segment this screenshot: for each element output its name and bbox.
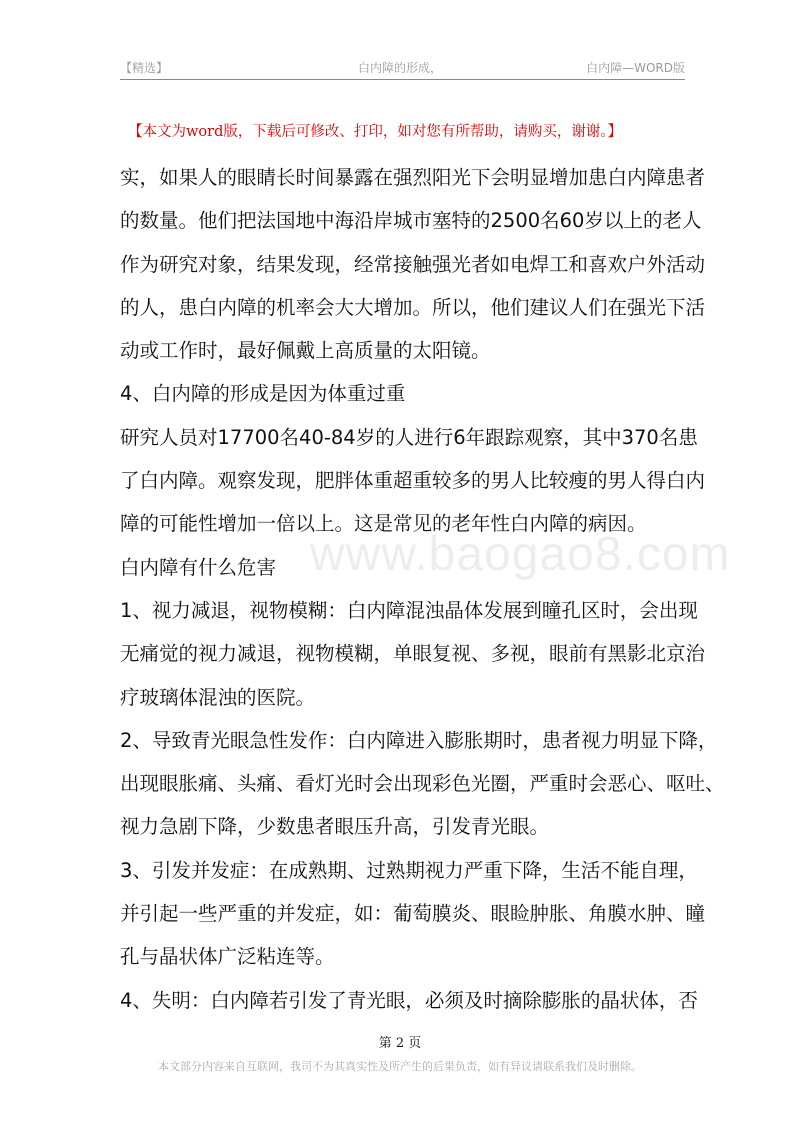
body-line: 的人，患白内障的机率会大大增加。所以，他们建议人们在强光下活 bbox=[120, 295, 706, 319]
body-line: 2、导致青光眼急性发作：白内障进入膨胀期时，患者视力明显下降， bbox=[120, 728, 718, 752]
body-line: 4、失明：白内障若引发了青光眼，必须及时摘除膨胀的晶状体，否 bbox=[120, 988, 698, 1012]
watermark: www.baogao8.com bbox=[310, 528, 731, 581]
body-line: 1、视力减退，视物模糊：白内障混浊晶体发展到瞳孔区时，会出现 bbox=[120, 598, 698, 622]
body-line: 动或工作时，最好佩戴上高质量的太阳镜。 bbox=[120, 339, 491, 363]
body-line: 孔与晶状体广泛粘连等。 bbox=[120, 945, 335, 969]
body-line: 了白内障。观察发现，肥胖体重超重较多的男人比较瘦的男人得白内 bbox=[120, 469, 706, 493]
download-notice: 【本文为word版，下载后可修改、打印，如对您有所帮助，请购买，谢谢。】 bbox=[128, 124, 623, 140]
body-line: 疗玻璃体混浊的医院。 bbox=[120, 685, 316, 709]
body-line: 无痛觉的视力减退，视物模糊，单眼复视、多视，眼前有黑影北京治 bbox=[120, 642, 706, 666]
body-line: 作为研究对象，结果发现，经常接触强光者如电焊工和喜欢户外活动 bbox=[120, 252, 706, 276]
document-body bbox=[120, 156, 725, 1022]
footer-disclaimer: 本文部分内容来自互联网，我司不为其真实性及所产生的后果负责，如有异议请联系我们及时删除。 bbox=[158, 1060, 642, 1073]
body-line: 并引起一些严重的并发症，如：葡萄膜炎、眼睑肿胀、角膜水肿、瞳 bbox=[120, 902, 706, 926]
body-line: 的数量。他们把法国地中海沿岸城市塞特的2500名60岁以上的老人 bbox=[120, 209, 702, 233]
header-center: 白内障的形成， bbox=[358, 61, 443, 75]
header-left: 【精选】 bbox=[120, 61, 169, 75]
body-line: 3、引发并发症：在成熟期、过熟期视力严重下降，生活不能自理， bbox=[120, 858, 698, 882]
section-heading: 白内障有什么危害 bbox=[120, 555, 277, 579]
body-line: 研究人员对17700名40-84岁的人进行6年跟踪观察，其中370名患 bbox=[120, 425, 698, 449]
body-line: 视力急剧下降，少数患者眼压升高，引发青光眼。 bbox=[120, 815, 550, 839]
body-line: 障的可能性增加一倍以上。这是常见的老年性白内障的病因。 bbox=[120, 512, 647, 536]
page-number: 第 2 页 bbox=[378, 1036, 422, 1051]
page-header bbox=[120, 57, 685, 80]
body-line: 实，如果人的眼睛长时间暴露在强烈阳光下会明显增加患白内障患者 bbox=[120, 166, 706, 189]
section-heading: 4、白内障的形成是因为体重过重 bbox=[120, 382, 406, 406]
body-line: 出现眼胀痛、头痛、看灯光时会出现彩色光圈，严重时会恶心、呕吐、 bbox=[120, 772, 725, 796]
header-right: 白内障—WORD版 bbox=[586, 61, 685, 75]
